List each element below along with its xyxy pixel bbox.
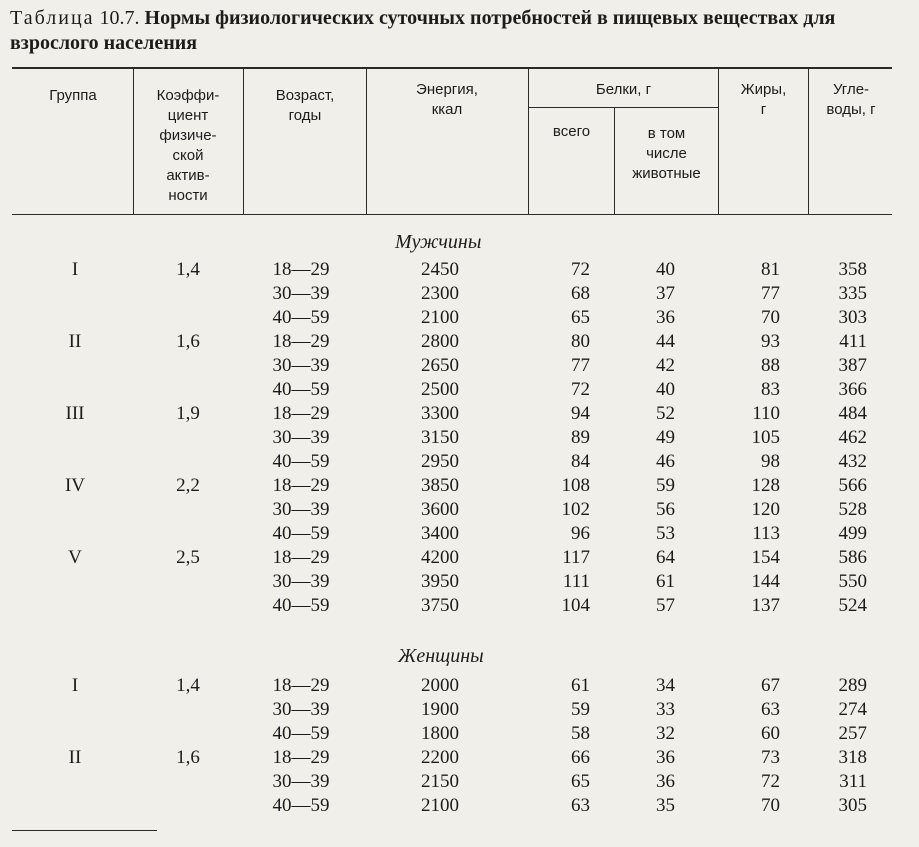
protein-total-cell: 96 [571, 523, 590, 544]
fat-cell: 70 [761, 795, 780, 816]
table-row [0, 698, 919, 722]
energy-cell: 2800 [421, 331, 459, 352]
protein-animal-cell: 56 [656, 499, 675, 520]
group-cell: I [71, 675, 79, 696]
protein-animal-cell: 36 [656, 747, 675, 768]
protein-total-cell: 117 [562, 547, 590, 568]
header-coef: Коэффи- циент физиче- ской актив- ности [156, 87, 220, 204]
energy-cell: 3150 [421, 427, 459, 448]
carbs-cell: 499 [838, 523, 867, 544]
protein-total-cell: 89 [571, 427, 590, 448]
age-cell: 18—29 [272, 747, 330, 768]
carbs-cell: 524 [838, 595, 867, 616]
energy-cell: 2200 [421, 747, 459, 768]
header-carbs: Угле- воды, г [826, 81, 876, 118]
table-row [0, 546, 919, 570]
carbs-cell: 550 [838, 571, 867, 592]
title-label: Таблица [10, 7, 95, 29]
protein-total-cell: 66 [571, 747, 590, 768]
protein-total-cell: 104 [561, 595, 590, 616]
protein-total-cell: 59 [571, 699, 590, 720]
table-row [0, 402, 919, 426]
coef-cell: 1,6 [176, 747, 200, 768]
energy-cell: 2150 [421, 771, 459, 792]
protein-total-cell: 102 [561, 499, 590, 520]
header-fat: Жиры, г [740, 81, 787, 118]
protein-total-cell: 72 [571, 259, 590, 280]
table-row [0, 282, 919, 306]
protein-animal-cell: 34 [656, 675, 675, 696]
fat-cell: 144 [751, 571, 780, 592]
protein-animal-cell: 37 [656, 283, 675, 304]
protein-total-cell: 80 [571, 331, 590, 352]
protein-sub-rule [528, 107, 718, 108]
carbs-cell: 305 [838, 795, 867, 816]
energy-cell: 2650 [421, 355, 459, 376]
table-row [0, 378, 919, 402]
coef-cell: 2,5 [176, 547, 200, 568]
carbs-cell: 311 [839, 771, 867, 792]
protein-total-cell: 58 [571, 723, 590, 744]
age-cell: 18—29 [272, 547, 330, 568]
energy-cell: 2450 [421, 259, 459, 280]
energy-cell: 2300 [421, 283, 459, 304]
protein-total-cell: 65 [571, 307, 590, 328]
section-title-women: Женщины [398, 645, 484, 667]
coef-cell: 1,9 [176, 403, 200, 424]
protein-total-cell: 63 [571, 795, 590, 816]
carbs-cell: 335 [838, 283, 867, 304]
fat-cell: 81 [761, 259, 780, 280]
fat-cell: 154 [751, 547, 780, 568]
protein-animal-cell: 57 [656, 595, 675, 616]
protein-animal-cell: 42 [656, 355, 675, 376]
protein-animal-cell: 49 [656, 427, 675, 448]
carbs-cell: 366 [838, 379, 867, 400]
table-row [0, 498, 919, 522]
energy-cell: 3300 [421, 403, 459, 424]
carbs-cell: 289 [838, 675, 867, 696]
age-cell: 40—59 [272, 723, 330, 744]
protein-total-cell: 108 [561, 475, 590, 496]
protein-animal-cell: 40 [656, 379, 675, 400]
header-group: Группа [49, 87, 97, 104]
age-cell: 30—39 [272, 283, 330, 304]
energy-cell: 2100 [421, 307, 459, 328]
table-row [0, 794, 919, 818]
age-cell: 40—59 [272, 795, 330, 816]
group-cell: I [71, 259, 79, 280]
header-bottom-rule [12, 214, 892, 215]
age-cell: 18—29 [272, 403, 330, 424]
protein-animal-cell: 33 [656, 699, 675, 720]
section-title-men: Мужчины [395, 231, 482, 253]
energy-cell: 1900 [421, 699, 459, 720]
energy-cell: 3850 [421, 475, 459, 496]
fat-cell: 128 [751, 475, 780, 496]
age-cell: 18—29 [272, 331, 330, 352]
carbs-cell: 274 [838, 699, 867, 720]
age-cell: 18—29 [272, 475, 330, 496]
group-cell: IV [64, 475, 86, 496]
group-cell: II [68, 331, 82, 352]
protein-animal-cell: 32 [656, 723, 675, 744]
title-number: 10.7. [99, 7, 140, 29]
protein-animal-cell: 61 [656, 571, 675, 592]
fat-cell: 72 [761, 771, 780, 792]
table-row [0, 474, 919, 498]
fat-cell: 88 [761, 355, 780, 376]
fat-cell: 113 [752, 523, 780, 544]
carbs-cell: 387 [838, 355, 867, 376]
age-cell: 30—39 [272, 771, 330, 792]
carbs-cell: 586 [838, 547, 867, 568]
carbs-cell: 358 [838, 259, 867, 280]
age-cell: 40—59 [272, 451, 330, 472]
energy-cell: 2950 [421, 451, 459, 472]
energy-cell: 3600 [421, 499, 459, 520]
coef-cell: 1,4 [176, 675, 200, 696]
protein-animal-cell: 35 [656, 795, 675, 816]
fat-cell: 60 [761, 723, 780, 744]
protein-animal-cell: 59 [656, 475, 675, 496]
fat-cell: 63 [761, 699, 780, 720]
age-cell: 18—29 [272, 259, 330, 280]
carbs-cell: 566 [838, 475, 867, 496]
protein-animal-cell: 40 [656, 259, 675, 280]
group-cell: II [68, 747, 82, 768]
fat-cell: 98 [761, 451, 780, 472]
table-row [0, 674, 919, 698]
footnote-rule [12, 830, 157, 831]
age-cell: 40—59 [272, 307, 330, 328]
table-row [0, 594, 919, 618]
table-row [0, 354, 919, 378]
energy-cell: 2500 [421, 379, 459, 400]
carbs-cell: 528 [838, 499, 867, 520]
table-row [0, 450, 919, 474]
protein-total-cell: 94 [571, 403, 590, 424]
age-cell: 30—39 [272, 571, 330, 592]
energy-cell: 3950 [421, 571, 459, 592]
table-row [0, 770, 919, 794]
carbs-cell: 462 [838, 427, 867, 448]
fat-cell: 105 [751, 427, 780, 448]
fat-cell: 70 [761, 307, 780, 328]
protein-total-cell: 68 [571, 283, 590, 304]
group-cell: V [68, 547, 82, 568]
energy-cell: 2100 [421, 795, 459, 816]
table-row [0, 522, 919, 546]
table-row [0, 722, 919, 746]
table-row [0, 258, 919, 282]
protein-total-cell: 77 [571, 355, 590, 376]
age-cell: 40—59 [272, 595, 330, 616]
fat-cell: 83 [761, 379, 780, 400]
fat-cell: 120 [751, 499, 780, 520]
coef-cell: 1,4 [176, 259, 200, 280]
protein-animal-cell: 46 [656, 451, 675, 472]
age-cell: 30—39 [272, 427, 330, 448]
age-cell: 40—59 [272, 379, 330, 400]
energy-cell: 3750 [421, 595, 459, 616]
header-energy: Энергия, ккал [416, 81, 478, 118]
energy-cell: 3400 [421, 523, 459, 544]
table-row [0, 426, 919, 450]
header-top-rule [12, 67, 892, 69]
age-cell: 40—59 [272, 523, 330, 544]
protein-total-cell: 111 [562, 571, 590, 592]
carbs-cell: 432 [838, 451, 867, 472]
carbs-cell: 484 [838, 403, 867, 424]
carbs-cell: 257 [838, 723, 867, 744]
fat-cell: 73 [761, 747, 780, 768]
protein-total-cell: 72 [571, 379, 590, 400]
header-age: Возраст, годы [275, 87, 335, 124]
protein-total-cell: 65 [571, 771, 590, 792]
header-protein: Белки, г [595, 81, 652, 98]
fat-cell: 110 [752, 403, 780, 424]
carbs-cell: 318 [838, 747, 867, 768]
group-cell: III [65, 403, 85, 424]
protein-animal-cell: 64 [656, 547, 675, 568]
age-cell: 30—39 [272, 355, 330, 376]
carbs-cell: 303 [838, 307, 867, 328]
protein-animal-cell: 36 [656, 771, 675, 792]
title-text: Нормы физиологических суточных потребностей в пищевых веществах для взрослого населения [10, 7, 836, 54]
protein-animal-cell: 52 [656, 403, 675, 424]
fat-cell: 93 [761, 331, 780, 352]
coef-cell: 1,6 [176, 331, 200, 352]
coef-cell: 2,2 [176, 475, 200, 496]
energy-cell: 1800 [421, 723, 459, 744]
protein-total-cell: 84 [571, 451, 590, 472]
protein-animal-cell: 36 [656, 307, 675, 328]
carbs-cell: 411 [839, 331, 867, 352]
table-title [10, 6, 890, 56]
table-row [0, 306, 919, 330]
energy-cell: 2000 [421, 675, 459, 696]
fat-cell: 77 [761, 283, 780, 304]
age-cell: 30—39 [272, 499, 330, 520]
table-row [0, 570, 919, 594]
protein-animal-cell: 53 [656, 523, 675, 544]
table-row [0, 330, 919, 354]
fat-cell: 137 [751, 595, 780, 616]
fat-cell: 67 [761, 675, 780, 696]
age-cell: 18—29 [272, 675, 330, 696]
age-cell: 30—39 [272, 699, 330, 720]
energy-cell: 4200 [421, 547, 459, 568]
header-protein-total: всего [552, 123, 591, 140]
table-row [0, 746, 919, 770]
header-protein-animal: в том числе животные [632, 125, 701, 182]
protein-animal-cell: 44 [656, 331, 675, 352]
protein-total-cell: 61 [571, 675, 590, 696]
